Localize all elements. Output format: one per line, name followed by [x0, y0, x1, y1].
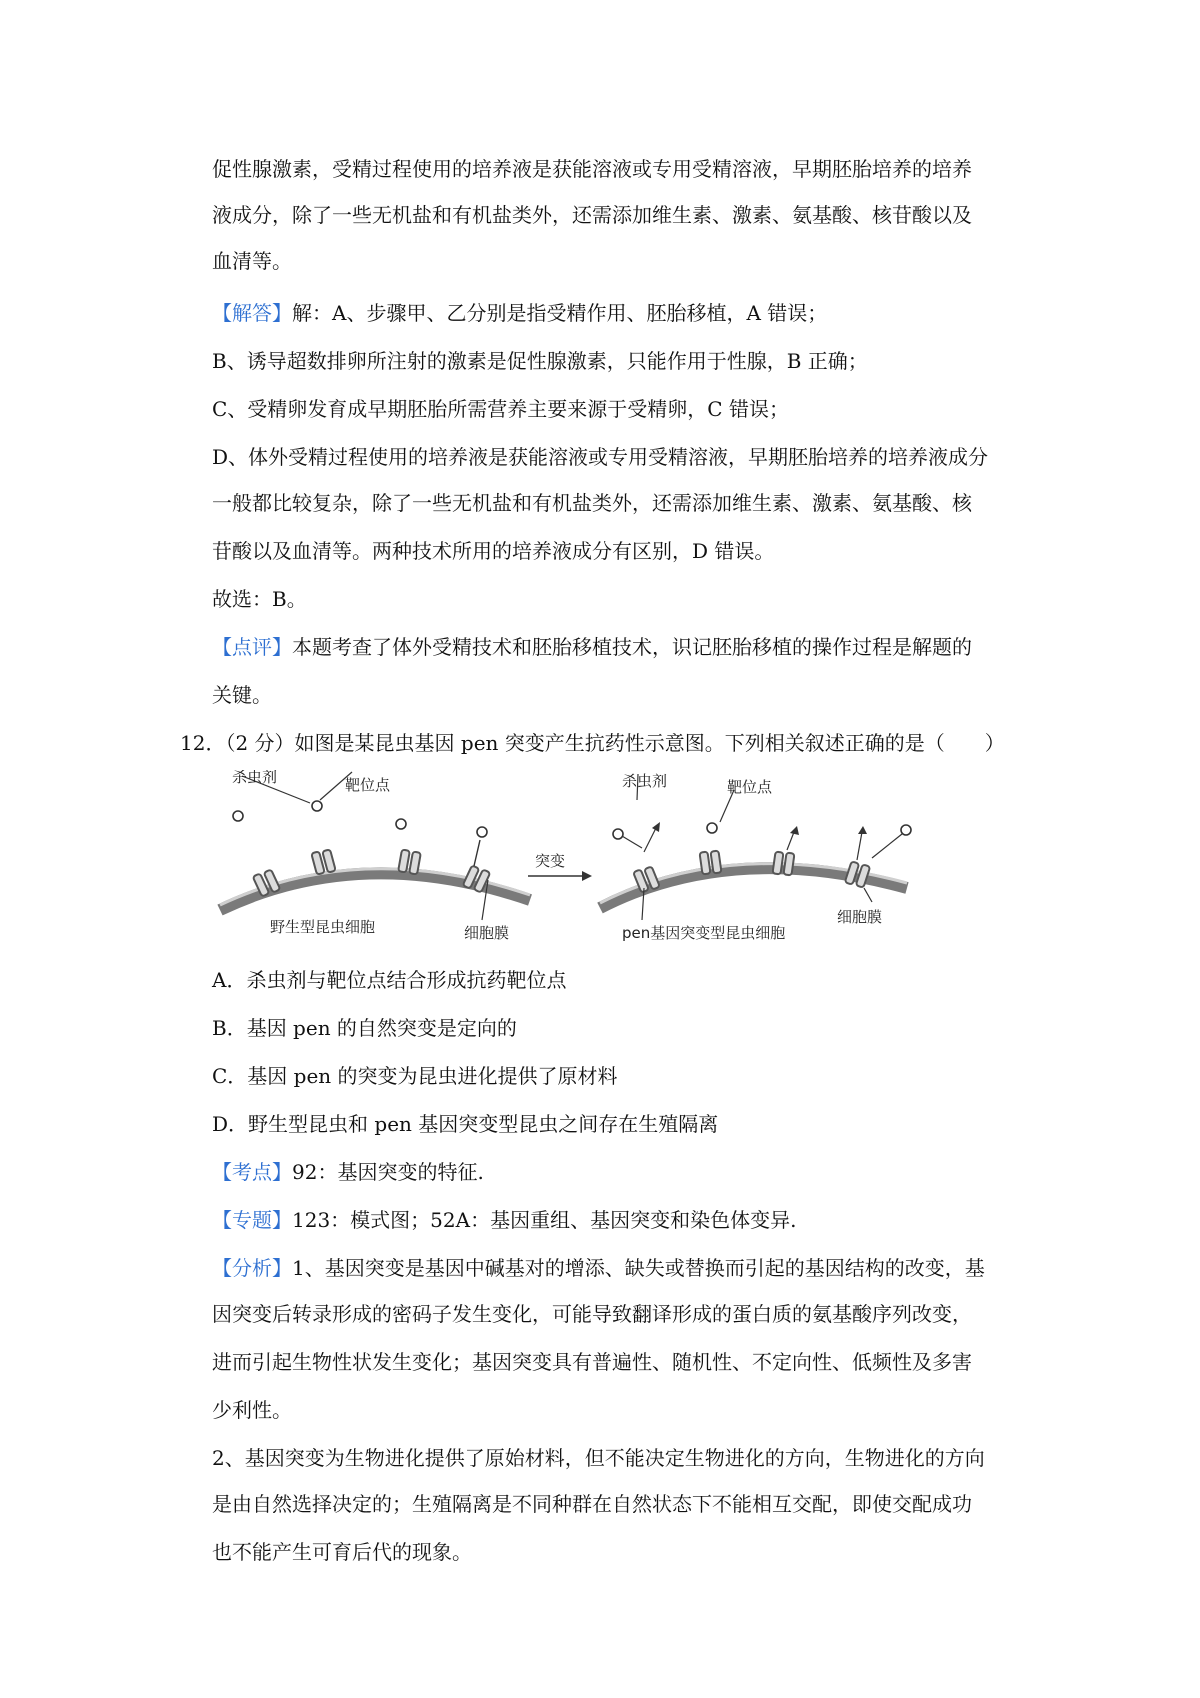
text-line: 进而引起生物性状发生变化；基因突变具有普遍性、随机性、不定向性、低频性及多害 [212, 1350, 972, 1374]
text-line: 故选：B。 [212, 587, 307, 611]
fenxi-tag: 【分析】 [212, 1256, 292, 1280]
text-line: C、受精卵发育成早期胚胎所需营养主要来源于受精卵，C 错误； [212, 397, 789, 421]
label-mutant-cell: pen基因突变型昆虫细胞 [622, 924, 786, 942]
insecticide-molecule [477, 827, 487, 837]
text-line: 促性腺激素，受精过程使用的培养液是获能溶液或专用受精溶液，早期胚胎培养的培养 [212, 157, 972, 181]
comment-line [212, 633, 1032, 661]
fenxi-line [212, 1254, 1032, 1282]
comment-tag: 【点评】 [212, 635, 292, 659]
target-site [398, 849, 421, 874]
mutation-diagram [212, 770, 922, 950]
question-stem: 12．（2 分）如图是某昆虫基因 pen 突变产生抗药性示意图。下列相关叙述正确的是（ ） [180, 731, 1005, 755]
insecticide-molecule [396, 819, 406, 829]
kaodian-tag: 【考点】 [212, 1160, 292, 1184]
zhuanti-tag: 【专题】 [212, 1208, 292, 1232]
text-line: 也不能产生可育后代的现象。 [212, 1540, 472, 1564]
text-line: 关键。 [212, 683, 272, 707]
insecticide-molecule [707, 823, 717, 833]
label-target-left: 靶位点 [345, 776, 391, 794]
comment-text: 本题考查了体外受精技术和胚胎移植技术，识记胚胎移植的操作过程是解题的 [292, 635, 972, 659]
label-membrane-left: 细胞膜 [464, 924, 510, 942]
zhuanti-line [212, 1206, 1032, 1234]
label-wild-cell: 野生型昆虫细胞 [270, 918, 376, 936]
text-line: 因突变后转录形成的密码子发生变化，可能导致翻译形成的蛋白质的氨基酸序列改变， [212, 1302, 972, 1326]
label-target-right: 靶位点 [727, 778, 773, 796]
fenxi-text: 1、基因突变是基因中碱基对的增添、缺失或替换而引起的基因结构的改变，基 [292, 1256, 985, 1280]
resistant-target-site [700, 851, 722, 875]
insecticide-molecule [613, 829, 623, 839]
text-line: 少利性。 [212, 1398, 292, 1422]
label-membrane-right: 细胞膜 [837, 908, 883, 926]
text-line: 血清等。 [212, 249, 292, 273]
solution-text: 解：A、步骤甲、乙分别是指受精作用、胚胎移植，A 错误； [292, 301, 828, 325]
kaodian-text: 92：基因突变的特征. [292, 1160, 484, 1184]
text-line: B、诱导超数排卵所注射的激素是促性腺激素，只能作用于性腺，B 正确； [212, 349, 868, 373]
insecticide-molecule [901, 825, 911, 835]
solution-tag: 【解答】 [212, 301, 292, 325]
label-mutation: 突变 [535, 852, 566, 870]
option-d: D．野生型昆虫和 pen 基因突变型昆虫之间存在生殖隔离 [212, 1112, 719, 1136]
text-line: 液成分，除了一些无机盐和有机盐类外，还需添加维生素、激素、氨基酸、核苷酸以及 [212, 203, 972, 227]
text-line: 苷酸以及血清等。两种技术所用的培养液成分有区别，D 错误。 [212, 539, 775, 563]
text-line: 2、基因突变为生物进化提供了原始材料，但不能决定生物进化的方向，生物进化的方向 [212, 1446, 985, 1470]
label-insecticide-left: 杀虫剂 [232, 770, 278, 786]
text-line: D、体外受精过程使用的培养液是获能溶液或专用受精溶液，早期胚胎培养的培养液成分 [212, 445, 989, 469]
option-b: B．基因 pen 的自然突变是定向的 [212, 1016, 517, 1040]
text-line: 是由自然选择决定的；生殖隔离是不同种群在自然状态下不能相互交配，即使交配成功 [212, 1492, 972, 1516]
label-insecticide-right: 杀虫剂 [622, 772, 668, 790]
insecticide-molecule [312, 801, 322, 811]
option-a: A．杀虫剂与靶位点结合形成抗药靶位点 [212, 968, 567, 992]
solution-line [212, 299, 1032, 327]
kaodian-line [212, 1158, 1032, 1186]
insecticide-molecule [233, 811, 243, 821]
zhuanti-text: 123：模式图；52A：基因重组、基因突变和染色体变异. [292, 1208, 797, 1232]
option-c: C．基因 pen 的突变为昆虫进化提供了原材料 [212, 1064, 618, 1088]
target-site [311, 849, 335, 874]
text-line: 一般都比较复杂，除了一些无机盐和有机盐类外，还需添加维生素、激素、氨基酸、核 [212, 491, 972, 515]
